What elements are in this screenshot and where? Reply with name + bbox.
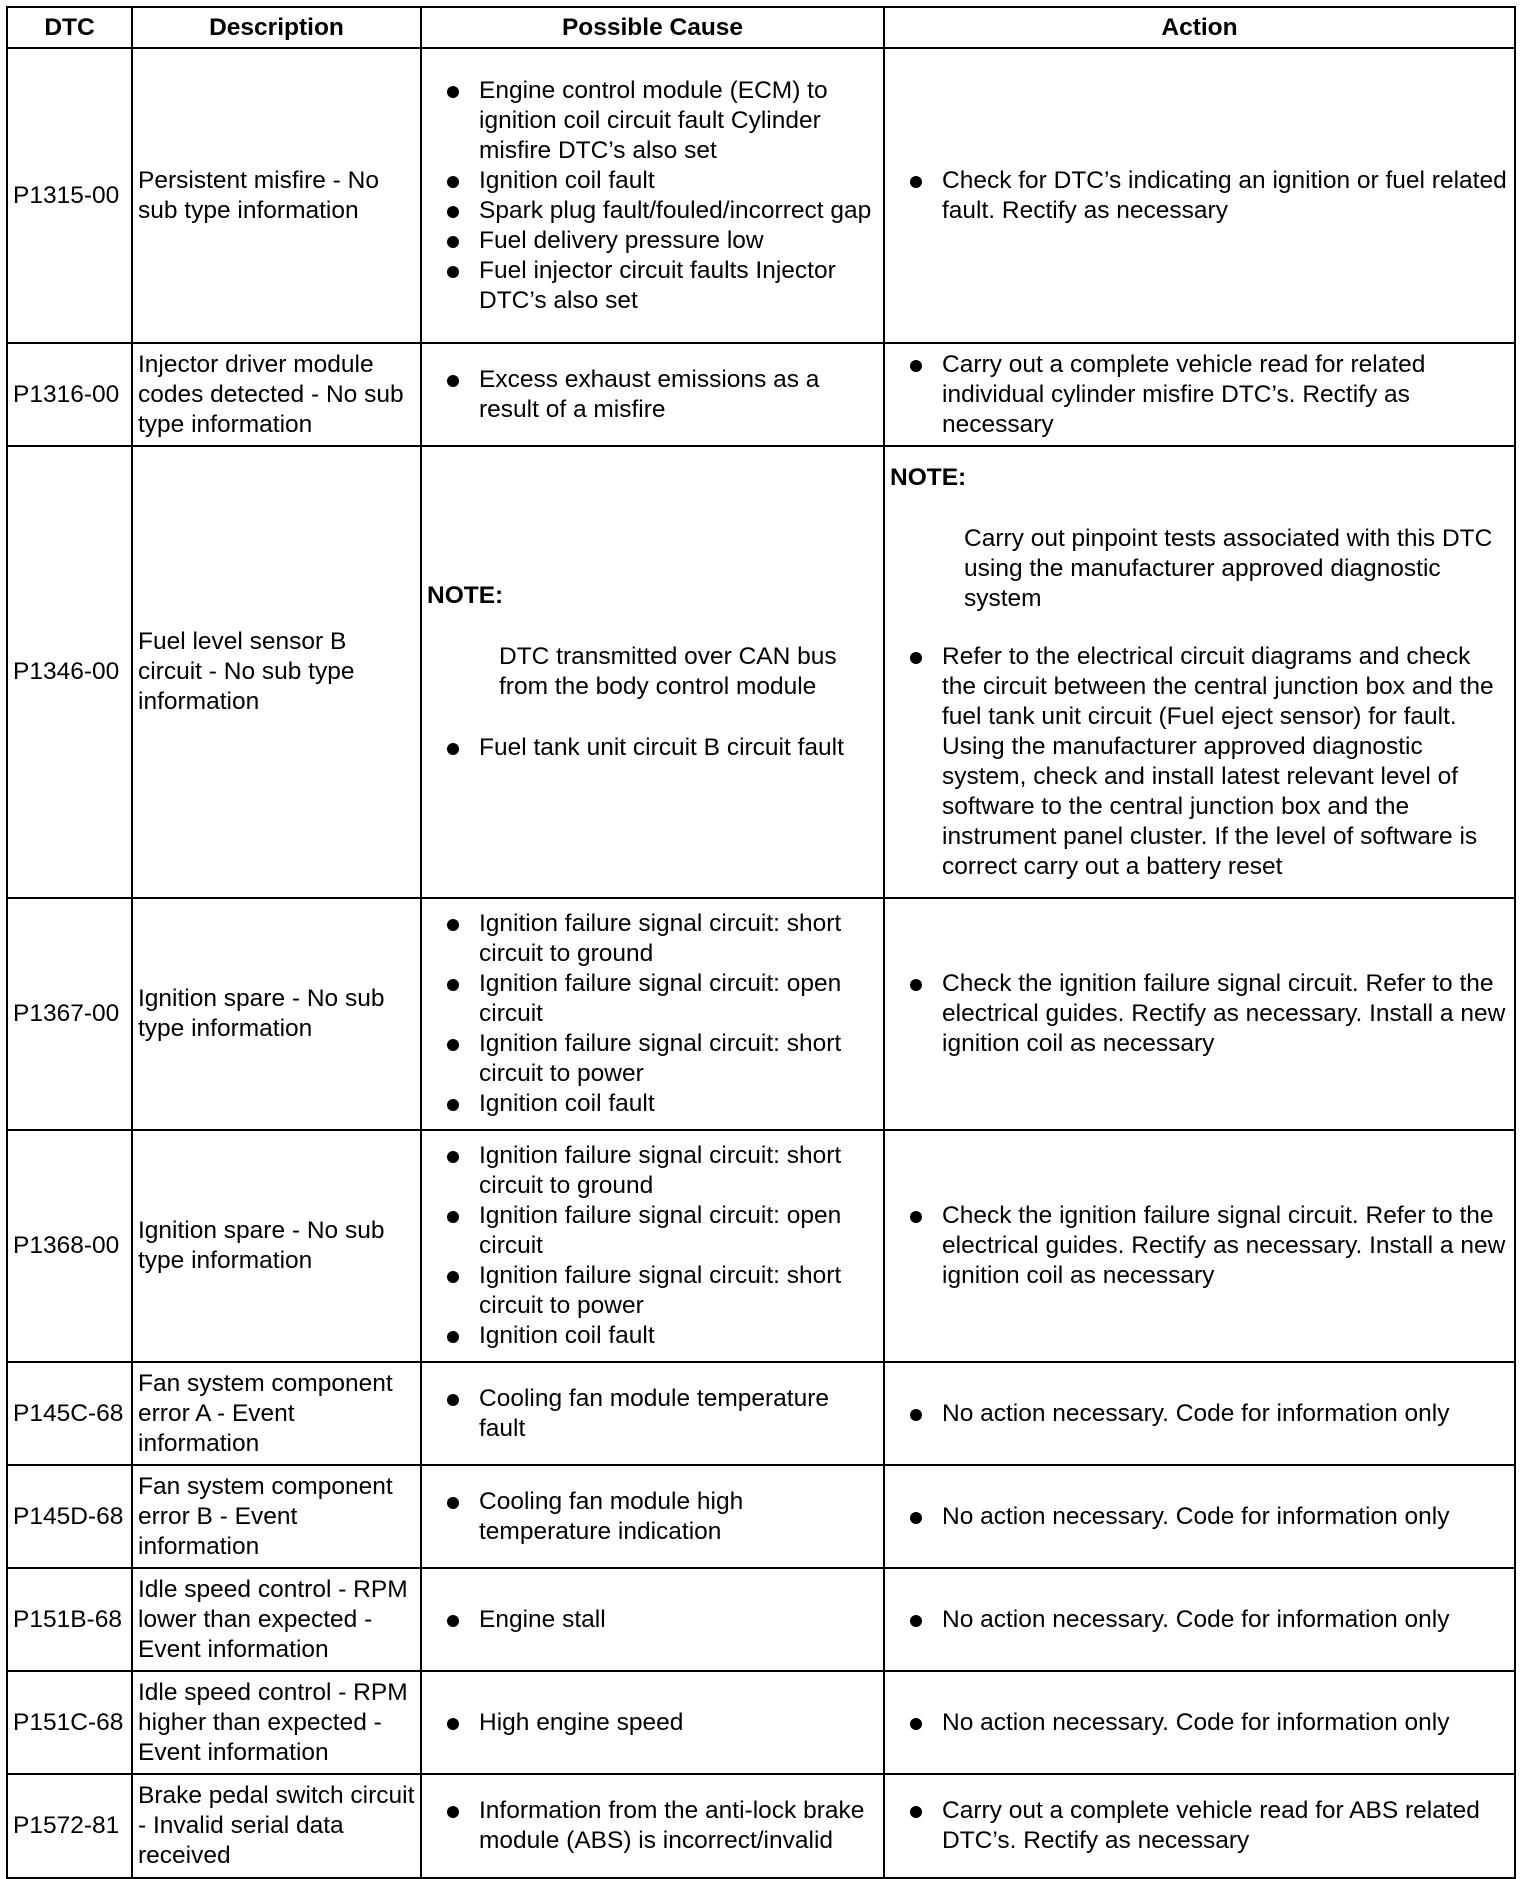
bullet-icon	[910, 1211, 922, 1223]
cause-item	[427, 1796, 878, 1856]
cause-text: Engine stall	[479, 1605, 606, 1633]
cause-item	[427, 1321, 878, 1351]
cause-text: Fuel injector circuit faults Injector DTC’s also set	[479, 256, 836, 314]
action-item	[890, 969, 1509, 1059]
action-cell	[884, 1465, 1515, 1568]
cause-text: Ignition coil fault	[479, 1090, 655, 1117]
note-text: DTC transmitted over CAN bus from the body control module	[499, 643, 837, 700]
action-text: Check for DTC’s indicating an ignition or fuel related fault. Rectify as necessary	[942, 166, 1507, 224]
possible-cause-cell	[421, 1671, 884, 1774]
action-text: No action necessary. Code for information only	[942, 1502, 1450, 1530]
bullet-icon	[447, 1331, 459, 1343]
bullet-icon	[910, 1718, 922, 1730]
dtc-code: P1346-00	[7, 446, 132, 898]
bullet-icon	[910, 360, 922, 372]
bullet-icon	[447, 743, 459, 755]
bullet-icon	[447, 206, 459, 218]
dtc-code: P151C-68	[7, 1671, 132, 1774]
action-item	[890, 166, 1509, 226]
bullet-icon	[910, 1512, 922, 1524]
possible-cause-cell	[421, 446, 884, 898]
dtc-code: P1368-00	[7, 1130, 132, 1362]
cause-text: Engine control module (ECM) to ignition coil circuit fault Cylinder misfire DTC’s also set	[479, 76, 828, 164]
action-text: Refer to the electrical circuit diagrams and check the circuit between the central junction box and the fuel tank unit circuit (Fuel eject sensor) for fault. Using the manufacturer approved diagnostic system, check and install latest relevant level of software to the central junction box and the instrument panel cluster. If the level of software is correct carry out a battery reset	[942, 642, 1494, 880]
bullet-icon	[447, 86, 459, 98]
cause-item	[427, 166, 878, 196]
table-row	[7, 898, 1515, 1130]
cause-text: Excess exhaust emissions as a result of a misfire	[479, 365, 820, 423]
action-cell	[884, 1130, 1515, 1362]
cause-text: Cooling fan module temperature fault	[479, 1384, 830, 1442]
possible-cause-cell	[421, 343, 884, 446]
dtc-description: Fan system component error A - Event information	[132, 1362, 421, 1465]
cause-text: Ignition failure signal circuit: short circuit to ground	[479, 1142, 842, 1199]
bullet-icon	[447, 1497, 459, 1509]
dtc-code: P145C-68	[7, 1362, 132, 1465]
dtc-description: Ignition spare - No sub type information	[132, 1130, 421, 1362]
dtc-description: Idle speed control - RPM higher than expected - Event information	[132, 1671, 421, 1774]
cause-item	[427, 1487, 878, 1547]
cause-item	[427, 1029, 878, 1089]
cause-item	[427, 1261, 878, 1321]
bullet-icon	[910, 1806, 922, 1818]
possible-cause-cell	[421, 898, 884, 1130]
note-heading: NOTE:	[427, 582, 504, 609]
table-row	[7, 446, 1515, 898]
dtc-code: P1315-00	[7, 48, 132, 343]
dtc-description: Fan system component error B - Event information	[132, 1465, 421, 1568]
bullet-icon	[447, 1615, 459, 1627]
cause-item	[427, 1708, 878, 1738]
action-text: Carry out a complete vehicle read for ABS related DTC’s. Rectify as necessary	[942, 1797, 1480, 1854]
bullet-icon	[447, 1211, 459, 1223]
dtc-code: P145D-68	[7, 1465, 132, 1568]
table-row	[7, 48, 1515, 343]
bullet-icon	[910, 652, 922, 664]
bullet-icon	[447, 1718, 459, 1730]
bullet-icon	[447, 1099, 459, 1111]
cause-text: Ignition failure signal circuit: short circuit to power	[479, 1030, 842, 1087]
action-text: No action necessary. Code for information only	[942, 1605, 1450, 1633]
bullet-icon	[910, 1615, 922, 1627]
cause-text: Fuel tank unit circuit B circuit fault	[479, 734, 844, 761]
cause-text: Ignition failure signal circuit: short circuit to ground	[479, 910, 842, 967]
cause-item	[427, 1201, 878, 1261]
action-item	[890, 1796, 1509, 1856]
dtc-description: Idle speed control - RPM lower than expected - Event information	[132, 1568, 421, 1671]
bullet-icon	[447, 1394, 459, 1406]
cause-text: Ignition failure signal circuit: open circuit	[479, 1202, 842, 1259]
action-cell	[884, 1362, 1515, 1465]
dtc-code: P1316-00	[7, 343, 132, 446]
dtc-description: Ignition spare - No sub type information	[132, 898, 421, 1130]
cause-text: Cooling fan module high temperature indication	[479, 1487, 744, 1545]
bullet-icon	[447, 919, 459, 931]
header-description: Description	[132, 7, 421, 48]
cause-text: Spark plug fault/fouled/incorrect gap	[479, 196, 872, 224]
bullet-icon	[447, 1806, 459, 1818]
action-cell	[884, 343, 1515, 446]
bullet-icon	[910, 1409, 922, 1421]
possible-cause-cell	[421, 1465, 884, 1568]
note-heading: NOTE:	[890, 463, 967, 491]
possible-cause-cell	[421, 1774, 884, 1878]
dtc-description: Injector driver module codes detected - No sub type information	[132, 343, 421, 446]
cause-item	[427, 1384, 878, 1444]
bullet-icon	[447, 375, 459, 387]
possible-cause-cell	[421, 48, 884, 343]
dtc-description: Persistent misfire - No sub type information	[132, 48, 421, 343]
note-text: Carry out pinpoint tests associated with this DTC using the manufacturer approved diagnostic system	[964, 524, 1493, 612]
table-row	[7, 1465, 1515, 1568]
table-row	[7, 1362, 1515, 1465]
bullet-icon	[447, 236, 459, 248]
dtc-code: P151B-68	[7, 1568, 132, 1671]
cause-text: Ignition coil fault	[479, 166, 655, 194]
cause-item	[427, 909, 878, 969]
dtc-description: Brake pedal switch circuit - Invalid serial data received	[132, 1774, 421, 1878]
dtc-table	[6, 6, 1516, 1879]
cause-item	[427, 1141, 878, 1201]
table-row	[7, 1671, 1515, 1774]
bullet-icon	[447, 176, 459, 188]
bullet-icon	[447, 1039, 459, 1051]
possible-cause-cell	[421, 1568, 884, 1671]
header-action: Action	[884, 7, 1515, 48]
cause-item	[427, 969, 878, 1029]
action-item	[890, 350, 1509, 440]
table-row	[7, 1774, 1515, 1878]
dtc-code: P1572-81	[7, 1774, 132, 1878]
cause-item	[427, 226, 878, 256]
action-text: Check the ignition failure signal circuit. Refer to the electrical guides. Rectify as necessary. Install a new ignition coil as necessary	[942, 970, 1506, 1057]
cause-text: High engine speed	[479, 1708, 684, 1736]
bullet-icon	[447, 1271, 459, 1283]
action-text: No action necessary. Code for information only	[942, 1708, 1450, 1736]
cause-text: Ignition coil fault	[479, 1322, 655, 1349]
action-cell	[884, 1774, 1515, 1878]
cause-text: Information from the anti-lock brake module (ABS) is incorrect/invalid	[479, 1797, 865, 1854]
cause-item	[427, 365, 878, 425]
cause-item	[427, 256, 878, 316]
table-row	[7, 343, 1515, 446]
action-cell	[884, 898, 1515, 1130]
action-text: Check the ignition failure signal circuit. Refer to the electrical guides. Rectify as necessary. Install a new ignition coil as necessary	[942, 1202, 1506, 1289]
cause-item	[427, 76, 878, 166]
possible-cause-cell	[421, 1362, 884, 1465]
table-row	[7, 1130, 1515, 1362]
action-item	[890, 642, 1509, 882]
action-text: Carry out a complete vehicle read for related individual cylinder misfire DTC’s. Rectify as necessary	[942, 350, 1426, 438]
cause-item	[427, 1605, 878, 1635]
cause-item	[427, 1089, 878, 1119]
cause-text: Ignition failure signal circuit: short circuit to power	[479, 1262, 842, 1319]
action-item	[890, 1201, 1509, 1291]
action-item	[890, 1708, 1509, 1738]
cause-item	[427, 196, 878, 226]
table-row	[7, 1568, 1515, 1671]
bullet-icon	[447, 1151, 459, 1163]
dtc-description: Fuel level sensor B circuit - No sub type information	[132, 446, 421, 898]
action-item	[890, 1502, 1509, 1532]
bullet-icon	[447, 266, 459, 278]
header-dtc: DTC	[7, 7, 132, 48]
action-cell	[884, 446, 1515, 898]
possible-cause-cell	[421, 1130, 884, 1362]
action-cell	[884, 1671, 1515, 1774]
dtc-code: P1367-00	[7, 898, 132, 1130]
bullet-icon	[910, 979, 922, 991]
action-item	[890, 1605, 1509, 1635]
action-cell	[884, 48, 1515, 343]
header-possible-cause: Possible Cause	[421, 7, 884, 48]
action-cell	[884, 1568, 1515, 1671]
action-text: No action necessary. Code for information only	[942, 1399, 1450, 1427]
action-item	[890, 1399, 1509, 1429]
bullet-icon	[447, 979, 459, 991]
cause-text: Fuel delivery pressure low	[479, 226, 764, 254]
cause-text: Ignition failure signal circuit: open circuit	[479, 970, 842, 1027]
bullet-icon	[910, 176, 922, 188]
cause-item	[427, 733, 878, 763]
table-header-row	[7, 7, 1515, 48]
